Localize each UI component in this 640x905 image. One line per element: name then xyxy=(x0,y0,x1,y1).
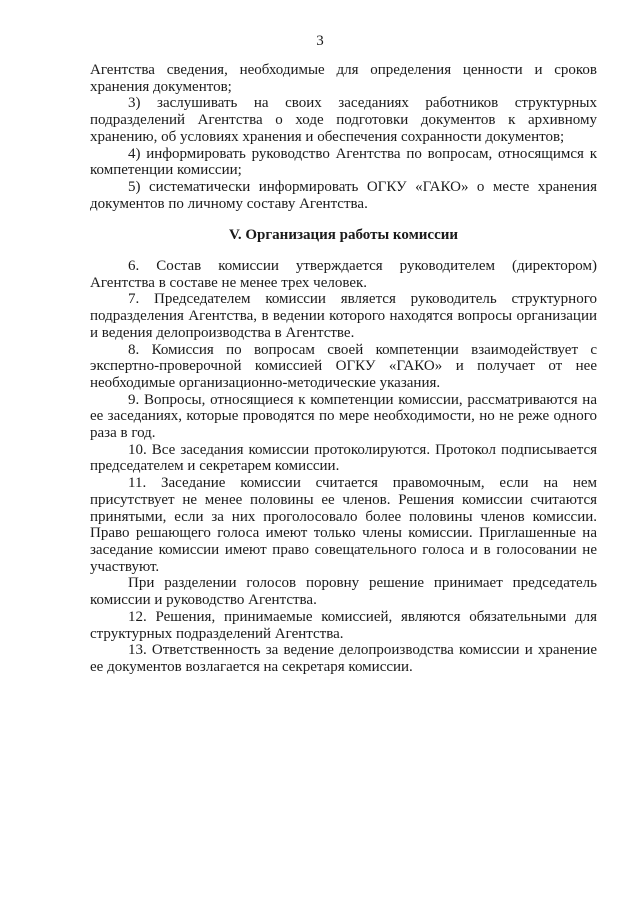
document-body xyxy=(90,62,597,676)
paragraph-item-5: 5) систематически информировать ОГКУ «ГАКО» о месте хранения документов по личному составу Агентства. xyxy=(90,178,597,212)
paragraph-8: 8. Комиссия по вопросам своей компетенции взаимодействует с экспертно-проверочной комиссией ОГКУ «ГАКО» и получает от нее необходимые организационно-методические указания. xyxy=(90,341,597,391)
paragraph-12: 12. Решения, принимаемые комиссией, являются обязательными для структурных подразделений Агентства. xyxy=(90,608,597,642)
paragraph-7: 7. Председателем комиссии является руководитель структурного подразделения Агентства, в ведении которого находятся вопросы организации и ведения делопроизводства в Агентстве. xyxy=(90,291,597,341)
paragraph-item-3: 3) заслушивать на своих заседаниях работников структурных подразделений Агентства о ходе подготовки документов к архивному хранению, об условиях хранения и обеспечения сохранности документов; xyxy=(90,95,597,145)
paragraph-13: 13. Ответственность за ведение делопроизводства комиссии и хранение ее документов возлагается на секретаря комиссии. xyxy=(90,642,597,675)
paragraph-11-tie-vote: При разделении голосов поровну решение принимает председатель комиссии и руководство Агентства. xyxy=(90,575,597,609)
paragraph-6: 6. Состав комиссии утверждается руководителем (директором) Агентства в составе не менее трех человек. xyxy=(90,258,597,291)
paragraph-item-4: 4) информировать руководство Агентства по вопросам, относящимся к компетенции комиссии; xyxy=(90,145,597,179)
paragraph-continuation: Агентства сведения, необходимые для определения ценности и сроков хранения документов; xyxy=(90,62,597,95)
paragraph-9: 9. Вопросы, относящиеся к компетенции комиссии, рассматриваются на ее заседаниях, которые проводятся по мере необходимости, но не реже одного раза в год. xyxy=(90,391,597,442)
paragraph-11: 11. Заседание комиссии считается правомочным, если на нем присутствует не менее половины ее членов. Решения комиссии считаются принятыми, если за них проголосовало более половины членов комиссии. Право решающего голоса имеют только члены комиссии. Приглашенные на заседание комиссии имеют право совещательного голоса и в голосовании не участвуют. xyxy=(90,475,597,575)
page-number: 3 xyxy=(316,33,324,49)
paragraph-10: 10. Все заседания комиссии протоколируются. Протокол подписывается председателем и секретарем комиссии. xyxy=(90,441,597,475)
section-heading: V. Организация работы комиссии xyxy=(228,227,459,244)
